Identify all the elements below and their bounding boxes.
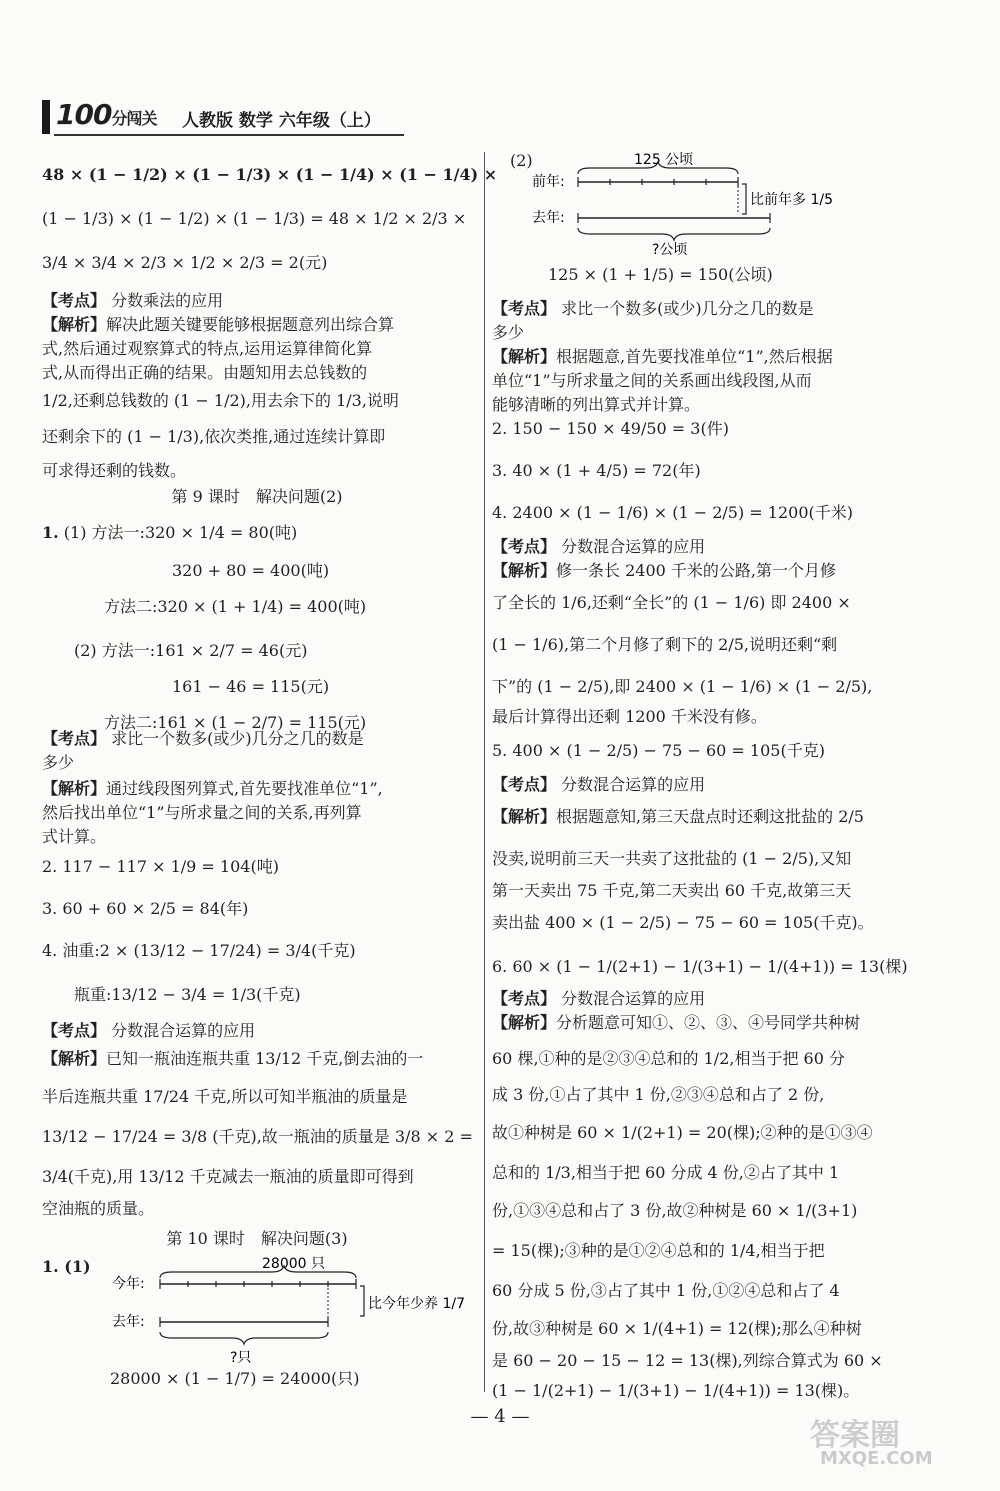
- r-q1-jiexi-3: 能够清晰的列出算式并计算。: [492, 395, 701, 414]
- diagram-1-svg: [112, 1254, 465, 1374]
- l9-q1-kaodian-1: 【考点】 求比一个数多(或少)几分之几的数是: [42, 729, 364, 748]
- q4-jiexi-3: 式,从而得出正确的结果。由题知用去总钱数的: [42, 363, 368, 382]
- r-q6-jiexi-7: = 15(棵);③种的是①②④总和的 1/4,相当于把: [492, 1241, 825, 1260]
- r-q6-kaodian: 【考点】 分数混合运算的应用: [492, 989, 706, 1008]
- r-q4-kaodian: 【考点】 分数混合运算的应用: [492, 537, 706, 556]
- r-q1-jiexi-1: 【解析】根据题意,首先要找准单位“1”,然后根据: [492, 347, 833, 366]
- l9-q1-a1: 1. (1) 方法一:320 × 1/4 = 80(吨): [42, 523, 298, 542]
- l9-q1-b1: (2) 方法一:161 × 2/7 = 46(元): [74, 641, 308, 660]
- page-number: — 4 —: [470, 1406, 530, 1427]
- book-title: 人教版 数学 六年级（上）: [182, 111, 381, 131]
- r-q5: 5. 400 × (1 − 2/5) − 75 − 60 = 105(千克): [492, 741, 825, 760]
- l9-q4-kaodian: 【考点】 分数混合运算的应用: [42, 1021, 256, 1040]
- q4-kaodian: 【考点】 分数乘法的应用: [42, 291, 224, 310]
- r-q6-jiexi-11: (1 − 1/(2+1) − 1/(3+1) − 1/(4+1)) = 13(棵)。: [492, 1381, 860, 1400]
- q4-line2: (1 − 1/3) × (1 − 1/2) × (1 − 1/3) = 48 × 1/2 × 2/3 ×: [42, 209, 467, 228]
- diagram-1-last-year: 去年:: [112, 1314, 145, 1330]
- r-q6-jiexi-3: 成 3 份,①占了其中 1 份,②③④总和占了 2 份,: [492, 1085, 825, 1104]
- l9-q4-b: 瓶重:13/12 − 3/4 = 1/3(千克): [74, 985, 301, 1004]
- l9-q4-jiexi-4: 3/4(千克),用 13/12 千克减去一瓶油的质量即可得到: [42, 1167, 414, 1186]
- q4-jiexi-1: 【解析】解决此题关键要能够根据题意列出综合算: [42, 315, 395, 334]
- q4-jiexi-5: 还剩余下的 (1 − 1/3),依次类推,通过连续计算即: [42, 427, 386, 446]
- r-q6-jiexi-6: 份,①③④总和占了 3 份,故②种树是 60 × 1/(3+1): [492, 1201, 858, 1220]
- diagram-2-brace-bottom: [578, 228, 770, 240]
- r-q6-jiexi-9: 份,故③种树是 60 × 1/(4+1) = 12(棵);那么④种树: [492, 1319, 862, 1338]
- logo: 100分闯关: [56, 98, 157, 131]
- lesson-10-heading: 第 10 课时 解决问题(3): [166, 1229, 348, 1248]
- r-q6-jiexi-8: 60 分成 5 份,③占了其中 1 份,①②④总和占了 4: [492, 1281, 840, 1300]
- l9-q4-jiexi-5: 空油瓶的质量。: [42, 1199, 155, 1218]
- diagram-1-brace-right: [360, 1286, 364, 1316]
- diagram-1-this-year: 今年:: [112, 1276, 145, 1292]
- r-q1-jiexi-2: 单位“1”与所求量之间的关系画出线段图,从而: [492, 371, 812, 390]
- r-q6-jiexi-1: 【解析】分析题意可知①、②、③、④号同学共种树: [492, 1013, 861, 1032]
- diagram-2-svg: [506, 150, 886, 260]
- r-q1-kaodian-2: 多少: [492, 323, 525, 342]
- diagram-1-total: 28000 只: [262, 1256, 325, 1272]
- l10-q1-num: 1. (1): [42, 1257, 91, 1276]
- r-q6-jiexi-2: 60 棵,①种的是②③④总和的 1/2,相当于把 60 分: [492, 1049, 845, 1068]
- r-q1-answer: 125 × (1 + 1/5) = 150(公顷): [548, 265, 773, 284]
- r-q4: 4. 2400 × (1 − 1/6) × (1 − 2/5) = 1200(千米): [492, 503, 853, 522]
- logo-bar: [42, 100, 50, 134]
- r-q4-jiexi-4: 下”的 (1 − 2/5),即 2400 × (1 − 1/6) × (1 − 2/5),: [492, 677, 873, 696]
- diagram-2-question: ?公顷: [652, 242, 688, 258]
- q4-jiexi-4: 1/2,还剩总钱数的 (1 − 1/2),用去余下的 1/3,说明: [42, 391, 399, 410]
- watermark-url: MXQE.COM: [820, 1448, 933, 1469]
- r-q5-kaodian: 【考点】 分数混合运算的应用: [492, 775, 706, 794]
- r-q4-jiexi-3: (1 − 1/6),第二个月修了剩下的 2/5,说明还剩“剩: [492, 635, 838, 654]
- r-q5-jiexi-2: 没卖,说明前三天一共卖了这批盐的 (1 − 2/5),又知: [492, 849, 852, 868]
- l9-q4-jiexi-3: 13/12 − 17/24 = 3/8 (千克),故一瓶油的质量是 3/8 × 2 =: [42, 1127, 473, 1146]
- r-q6-jiexi-4: 故①种树是 60 × 1/(2+1) = 20(棵);②种的是①③④: [492, 1123, 873, 1142]
- l10-q1-answer: 28000 × (1 − 1/7) = 24000(只): [110, 1369, 360, 1388]
- l9-q2: 2. 117 − 117 × 1/9 = 104(吨): [42, 857, 279, 876]
- diagram-1-brace-top: [160, 1266, 356, 1278]
- r-q4-jiexi-2: 了全长的 1/6,还剩“全长”的 (1 − 1/6) 即 2400 ×: [492, 593, 851, 612]
- diagram-2-last-year: 去年:: [532, 210, 565, 226]
- line-diagram-1: [112, 1254, 465, 1374]
- q4-jiexi-2: 式,然后通过观察算式的特点,运用运算律简化算: [42, 339, 373, 358]
- page-header: [42, 98, 402, 138]
- diagram-2-total: 125 公顷: [634, 152, 694, 168]
- l9-q1-a3: 方法二:320 × (1 + 1/4) = 400(吨): [104, 597, 367, 616]
- diagram-1-question: ?只: [230, 1350, 252, 1366]
- column-divider: [484, 152, 485, 1392]
- l9-q1-b2: 161 − 46 = 115(元): [172, 677, 330, 696]
- l9-q4-jiexi-1: 【解析】已知一瓶油连瓶共重 13/12 千克,倒去油的一: [42, 1049, 424, 1068]
- q4-line1: 48 × (1 − 1/2) × (1 − 1/3) × (1 − 1/4) × (1 − 1/4) ×: [42, 165, 498, 184]
- diagram-2-note: 比前年多 1/5: [750, 192, 833, 208]
- lesson-9-heading: 第 9 课时 解决问题(2): [171, 487, 343, 506]
- watermark-logo: 答案圈: [810, 1418, 900, 1453]
- l9-q1-a2: 320 + 80 = 400(吨): [172, 561, 330, 580]
- r-q5-jiexi-3: 第一天卖出 75 千克,第二天卖出 60 千克,故第三天: [492, 881, 852, 900]
- header-rule: [54, 134, 404, 136]
- q4-line3: 3/4 × 3/4 × 2/3 × 1/2 × 2/3 = 2(元): [42, 253, 328, 272]
- l9-q1-jiexi-3: 式计算。: [42, 827, 107, 846]
- l9-q1-b3: 方法二:161 × (1 − 2/7) = 115(元): [104, 713, 367, 732]
- diagram-1-brace-bottom: [160, 1332, 328, 1344]
- r-q5-jiexi-4: 卖出盐 400 × (1 − 2/5) − 75 − 60 = 105(千克)。: [492, 913, 874, 932]
- r-q4-jiexi-1: 【解析】修一条长 2400 千米的公路,第一个月修: [492, 561, 836, 580]
- q4-jiexi-6: 可求得还剩的钱数。: [42, 461, 187, 480]
- l9-q1-kaodian-2: 多少: [42, 753, 75, 772]
- r-q4-jiexi-5: 最后计算得出还剩 1200 千米没有修。: [492, 707, 767, 726]
- diagram-2-brace-right: [742, 184, 746, 214]
- r-q6-jiexi-10: 是 60 − 20 − 15 − 12 = 13(棵),列综合算式为 60 ×: [492, 1351, 883, 1370]
- r-q6-jiexi-5: 总和的 1/3,相当于把 60 分成 4 份,②占了其中 1: [492, 1163, 840, 1182]
- r-q6: 6. 60 × (1 − 1/(2+1) − 1/(3+1) − 1/(4+1)) = 13(棵): [492, 957, 908, 976]
- l9-q1-jiexi-1: 【解析】通过线段图列算式,首先要找准单位“1”,: [42, 779, 383, 798]
- r-q2: 2. 150 − 150 × 49/50 = 3(件): [492, 419, 729, 438]
- l9-q4-a: 4. 油重:2 × (13/12 − 17/24) = 3/4(千克): [42, 941, 356, 960]
- diagram-2-prev-year: 前年:: [532, 174, 565, 190]
- r-q1-kaodian-1: 【考点】 求比一个数多(或少)几分之几的数是: [492, 299, 814, 318]
- line-diagram-2: [506, 150, 886, 260]
- r-q1-num: (2): [510, 151, 533, 170]
- l9-q1-jiexi-2: 然后找出单位“1”与所求量之间的关系,再列算: [42, 803, 362, 822]
- l9-q4-jiexi-2: 半后连瓶共重 17/24 千克,所以可知半瓶油的质量是: [42, 1087, 408, 1106]
- diagram-1-note: 比今年少养 1/7: [368, 1296, 465, 1312]
- r-q3: 3. 40 × (1 + 4/5) = 72(年): [492, 461, 701, 480]
- r-q5-jiexi-1: 【解析】根据题意知,第三天盘点时还剩这批盐的 2/5: [492, 807, 864, 826]
- l9-q3: 3. 60 + 60 × 2/5 = 84(年): [42, 899, 249, 918]
